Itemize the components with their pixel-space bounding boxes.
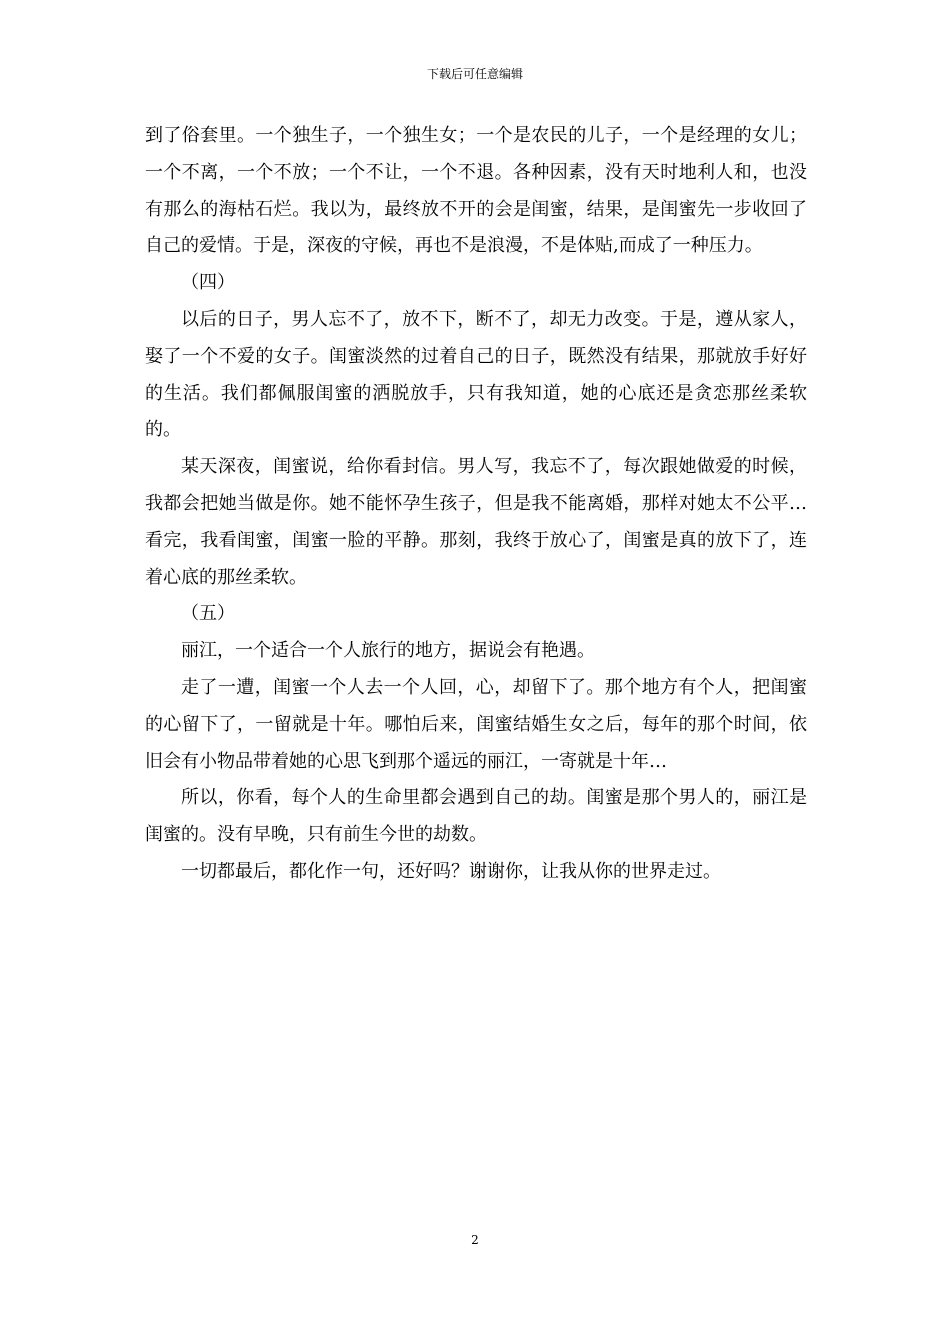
section-heading-four: （四）: [181, 272, 235, 294]
paragraph: 丽江，一个适合一个人旅行的地方，据说会有艳遇。: [181, 640, 595, 662]
paragraph-continued: 到了俗套里。一个独生子，一个独生女；一个是农民的儿子，一个是经理的女儿；一个不离，一个不放；一个不让，一个不退。各种因素，没有天时地利人和，也没有那么的海枯石烂。我以为，最终放不开的会是闺蜜，结果，是闺蜜先一步收回了自己的爱情。于是，深夜的守候，再也不是浪漫，不是体贴,而成了一种压力。: [145, 125, 807, 257]
paragraph: 一切都最后，都化作一句，还好吗？谢谢你，让我从你的世界走过。: [181, 860, 721, 882]
section-heading-five: （五）: [181, 603, 235, 625]
paragraph: 所以，你看，每个人的生命里都会遇到自己的劫。闺蜜是那个男人的，丽江是闺蜜的。没有早晚，只有前生今世的劫数。: [145, 787, 807, 846]
page-header: 下载后可任意编辑: [426, 67, 523, 81]
paragraph: 走了一遭，闺蜜一个人去一个人回，心，却留下了。那个地方有个人，把闺蜜的心留下了，一留就是十年。哪怕后来，闺蜜结婚生女之后，每年的那个时间，依旧会有小物品带着她的心思飞到那个遥远的丽江，一寄就是十年…: [145, 676, 807, 772]
document-body: [145, 118, 807, 891]
page-number: 2: [471, 1233, 479, 1247]
paragraph: 以后的日子，男人忘不了，放不下，断不了，却无力改变。于是，遵从家人，娶了一个不爱的女子。闺蜜淡然的过着自己的日子，既然没有结果，那就放手好好的生活。我们都佩服闺蜜的洒脱放手，只有我知道，她的心底还是贪恋那丝柔软的。: [145, 308, 807, 441]
paragraph: 某天深夜，闺蜜说，给你看封信。男人写，我忘不了，每次跟她做爱的时候，我都会把她当做是你。她不能怀孕生孩子，但是我不能离婚，那样对她太不公平…看完，我看闺蜜，闺蜜一脸的平静。那刻，我终于放心了，闺蜜是真的放下了，连着心底的那丝柔软。: [145, 456, 807, 588]
